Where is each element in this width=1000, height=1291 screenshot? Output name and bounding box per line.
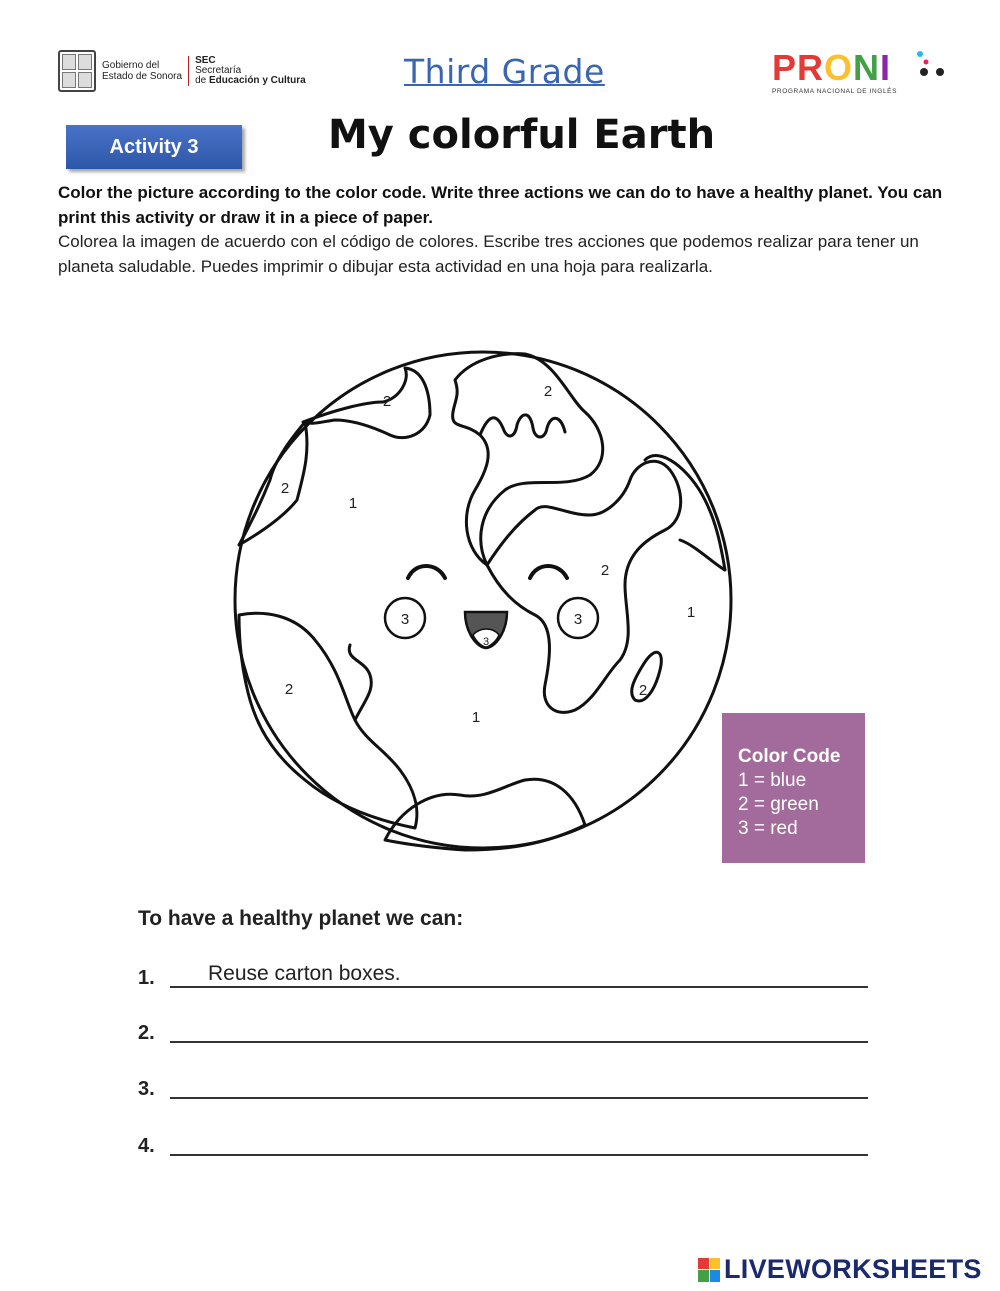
instructions-spanish: Colorea la imagen de acuerdo con el código de colores. Escribe tres acciones que podemos realizar para tener un planeta saludable. Puedes imprimir o dibujar esta actividad en una hoja para realizarla. [58, 232, 919, 276]
grade-heading: Third Grade [404, 52, 605, 91]
sec-line-3-prefix: de [195, 75, 209, 86]
sec-line-2: Secretaría [195, 65, 242, 76]
proni-letter-i: I [880, 47, 892, 88]
questions-title: To have a healthy planet we can: [138, 907, 464, 930]
number-mouth: 3 [482, 636, 490, 648]
sec-line-1: SEC [195, 55, 216, 66]
land-right [487, 461, 681, 712]
color-code-item: 2 = green [738, 794, 819, 815]
color-code-item: 3 = red [738, 818, 798, 839]
number-cheek-left: 3 [400, 611, 410, 628]
liveworksheets-icon [698, 1258, 720, 1282]
logo-divider [188, 56, 189, 86]
proni-logo [772, 47, 898, 95]
earth-coloring-picture[interactable] [225, 340, 745, 860]
left-eye [408, 566, 445, 578]
number-left: 2 [280, 480, 290, 497]
proni-subtitle: PROGRAMA NACIONAL DE INGLÉS [772, 88, 898, 95]
liveworksheets-brand: LIVEWORKSHEETS [724, 1254, 982, 1284]
activity-badge: Activity 3 [66, 125, 242, 169]
answer-number: 3. [138, 1078, 155, 1100]
number-far-right: 1 [686, 604, 696, 621]
gov-line-1: Gobierno del [102, 60, 160, 71]
answer-line[interactable] [170, 1067, 868, 1099]
land-left [239, 422, 307, 545]
instructions-english: Color the picture according to the color code. Write three actions we can do to have a healthy planet. You can print this activity or draw it in a piece of paper. [58, 183, 943, 227]
color-code-item: 1 = blue [738, 770, 807, 791]
answer-row [138, 950, 868, 990]
answer-number: 4. [138, 1135, 155, 1157]
land-top-right-fingers [480, 415, 565, 437]
shield-icon [58, 50, 96, 92]
proni-letters-pr: PR [772, 47, 825, 88]
number-top-left: 2 [382, 393, 392, 410]
answer-number: 1. [138, 967, 155, 989]
answer-row [138, 1118, 868, 1158]
color-code-title: Color Code [738, 746, 841, 767]
answer-line[interactable] [170, 1011, 868, 1043]
answer-row [138, 1005, 868, 1045]
right-eye [530, 566, 567, 578]
answer-row [138, 1061, 868, 1101]
number-ocean-lower: 1 [471, 709, 481, 726]
number-mid-right: 2 [600, 562, 610, 579]
liveworksheets-logo[interactable] [698, 1254, 982, 1285]
land-far-right [645, 456, 725, 570]
number-lower-left: 2 [284, 681, 294, 698]
land-top-left [303, 368, 430, 438]
proni-dots-icon [914, 50, 950, 86]
proni-letter-o: O [824, 47, 854, 88]
government-logo [58, 50, 306, 92]
answer-number: 2. [138, 1022, 155, 1044]
gov-text [102, 60, 182, 82]
sec-line-3-bold: Educación y Cultura [208, 75, 306, 86]
color-code-box [722, 713, 865, 863]
number-cheek-right: 3 [573, 611, 583, 628]
land-lower-left-coast [349, 645, 371, 720]
proni-letter-n: N [853, 47, 881, 88]
answer-text[interactable]: Reuse carton boxes. [208, 962, 401, 985]
number-island: 2 [638, 682, 648, 699]
sec-text [195, 56, 306, 86]
gov-line-2: Estado de Sonora [102, 71, 183, 82]
proni-wordmark [772, 47, 897, 88]
page-title: My colorful Earth [328, 112, 716, 158]
number-ocean-upper: 1 [348, 495, 358, 512]
land-top-right [453, 354, 603, 565]
answer-line[interactable] [170, 1124, 868, 1156]
number-top-right: 2 [543, 383, 553, 400]
